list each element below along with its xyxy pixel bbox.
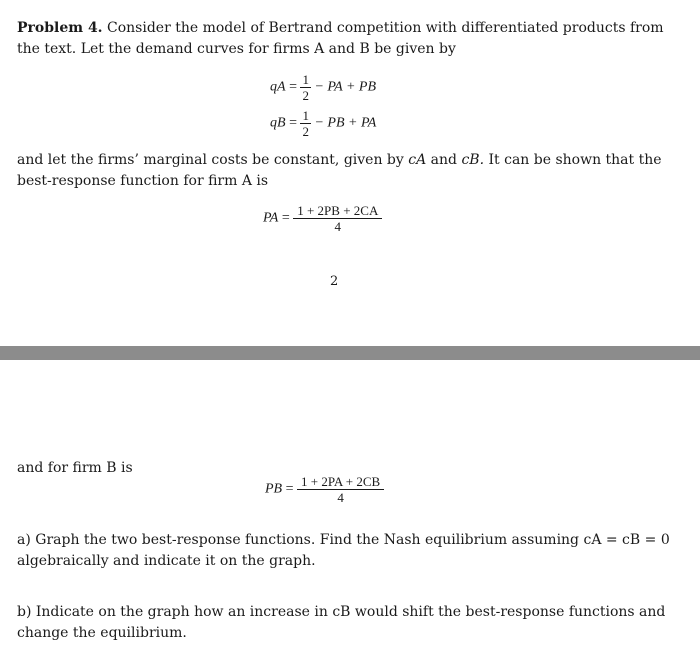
marginal-cost-paragraph xyxy=(17,150,685,192)
demand-equation-b: qB = $\frac{1}{2}$ − PB + PA xyxy=(270,108,377,139)
eq-qa-lhs: qA xyxy=(270,79,286,95)
eq-qa-den: 2 xyxy=(302,88,309,103)
br-b-lhs: PB xyxy=(265,481,283,497)
eq-qb-num: 1 xyxy=(302,108,309,123)
eq-qa-rhs: − PA + PB xyxy=(314,79,377,95)
page-number: 2 xyxy=(330,274,339,289)
part-b: b) Indicate on the graph how an increase in cB would shift the best-response functions and change the equilibrium. xyxy=(17,604,666,641)
eq-qb-lhs: qB xyxy=(270,115,286,131)
demand-equation-a: qA = $\frac{1}{2}$ − PA + PB xyxy=(270,72,377,103)
page-divider xyxy=(0,346,700,360)
firm-b-text: and for firm B is xyxy=(17,460,133,476)
problem-label: Problem 4. xyxy=(17,20,103,36)
problem-intro xyxy=(17,18,685,60)
mc-text-1: and let the firms’ marginal costs be constant, given by xyxy=(17,152,404,168)
mc-text-2: It can be shown that the best-response function for firm A is xyxy=(17,152,662,189)
intro-text: Consider the model of Bertrand competition with differentiated products from the text. Let the demand curves for firms A and B be given by xyxy=(17,20,664,57)
part-a: a) Graph the two best-response functions. Find the Nash equilibrium assuming cA = cB = 0 algebraically and indicate it on the graph. xyxy=(17,532,670,569)
br-a-num: 1 + 2PB + 2CA xyxy=(297,203,379,218)
eq-qa-num: 1 xyxy=(302,72,309,87)
best-response-a: PA = $\frac{1 + 2PB + 2CA}{4}$ xyxy=(263,203,382,234)
br-a-den: 4 xyxy=(293,218,382,234)
eq-qb-den: 2 xyxy=(302,124,309,139)
br-a-fraction xyxy=(293,203,382,234)
eq-qb-fraction xyxy=(300,108,311,139)
mc-and: and xyxy=(430,152,457,168)
br-b-num: 1 + 2PA + 2CB xyxy=(301,474,381,489)
best-response-b: PB = $\frac{1 + 2PA + 2CB}{4}$ xyxy=(265,474,384,505)
br-b-fraction xyxy=(297,474,384,505)
mc-ca: cA xyxy=(408,152,427,168)
br-a-lhs: PA xyxy=(263,210,279,226)
mc-cb: cB. xyxy=(461,152,485,168)
eq-qb-rhs: − PB + PA xyxy=(314,115,377,131)
eq-qa-fraction xyxy=(300,72,311,103)
br-b-den: 4 xyxy=(297,489,384,505)
